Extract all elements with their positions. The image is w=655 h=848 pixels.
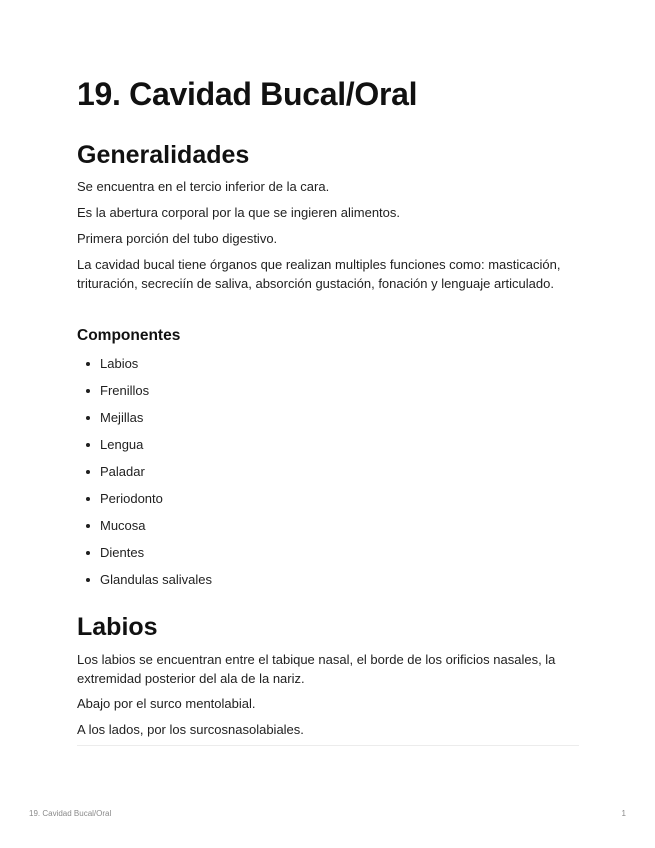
divider <box>77 745 579 746</box>
page-title: 19. Cavidad Bucal/Oral <box>77 76 418 112</box>
paragraph: La cavidad bucal tiene órganos que realizan multiples funciones como: masticación, trituración, secreciín de saliva, absorción gustación, fonación y lenguaje articulado. <box>77 257 561 291</box>
bullet-icon <box>86 362 90 366</box>
list-item: Lengua <box>77 435 212 462</box>
list-item: Mejillas <box>77 408 212 435</box>
list-item: Frenillos <box>77 381 212 408</box>
bullet-icon <box>86 551 90 555</box>
footer-document-title: 19. Cavidad Bucal/Oral <box>29 809 112 818</box>
list-item: Glandulas salivales <box>77 570 212 597</box>
paragraph: Los labios se encuentran entre el tabique nasal, el borde de los orificios nasales, la extremidad posterior del ala de la nariz. <box>77 652 556 686</box>
bullet-icon <box>86 470 90 474</box>
list-item: Periodonto <box>77 489 212 516</box>
componentes-list <box>77 354 212 597</box>
paragraph: Se encuentra en el tercio inferior de la cara. <box>77 179 330 194</box>
bullet-icon <box>86 497 90 501</box>
section-heading-generalidades: Generalidades <box>77 141 250 169</box>
footer-page-number: 1 <box>621 809 626 818</box>
list-item: Labios <box>77 354 212 381</box>
list-item: Mucosa <box>77 516 212 543</box>
paragraph: Es la abertura corporal por la que se ingieren alimentos. <box>77 205 401 220</box>
bullet-icon <box>86 443 90 447</box>
paragraph: Abajo por el surco mentolabial. <box>77 696 256 711</box>
subsection-heading-componentes: Componentes <box>77 327 181 344</box>
bullet-icon <box>86 578 90 582</box>
list-item: Dientes <box>77 543 212 570</box>
section-heading-labios: Labios <box>77 613 158 641</box>
bullet-icon <box>86 389 90 393</box>
bullet-icon <box>86 524 90 528</box>
paragraph: Primera porción del tubo digestivo. <box>77 231 278 246</box>
list-item: Paladar <box>77 462 212 489</box>
bullet-icon <box>86 416 90 420</box>
paragraph: A los lados, por los surcosnasolabiales. <box>77 722 304 737</box>
